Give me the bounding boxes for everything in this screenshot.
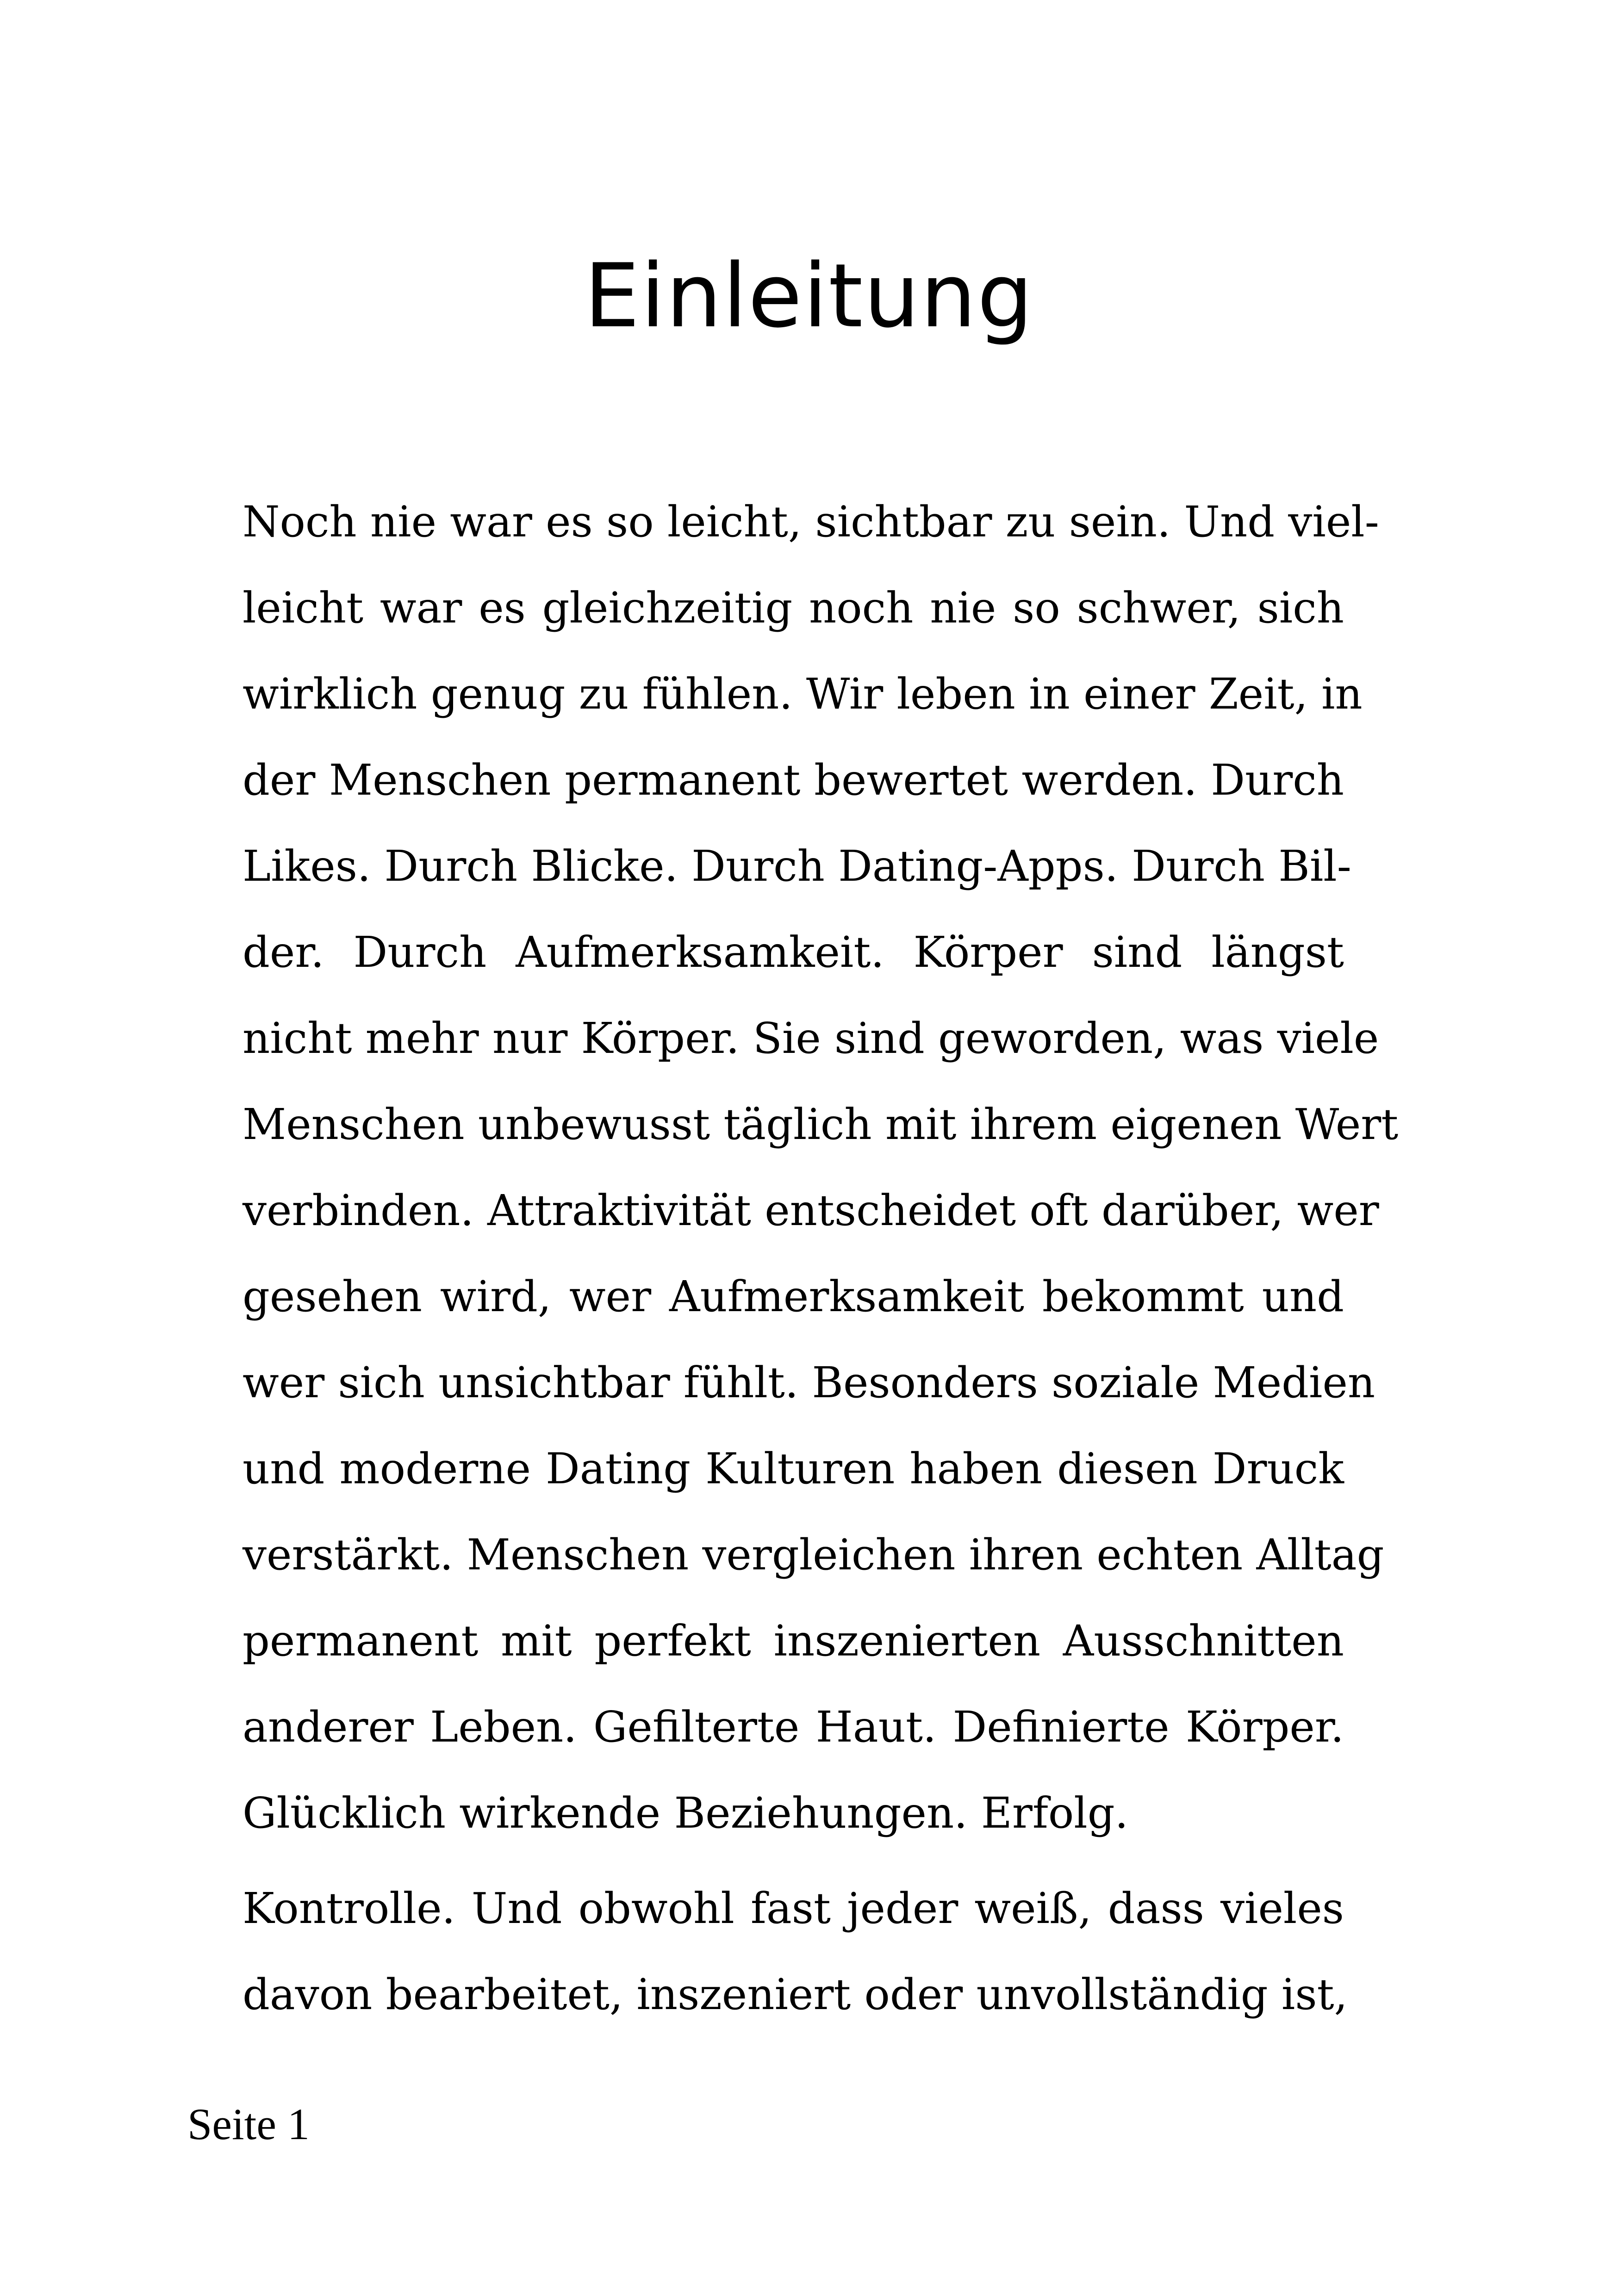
text-line: anderer Leben. Gefilterte Haut. Definierte Körper. xyxy=(243,1702,1344,1752)
text-line: und moderne Dating Kulturen haben diesen Druck xyxy=(243,1444,1344,1493)
text-line: der Menschen permanent bewertet werden. Durch xyxy=(243,755,1344,805)
text-line: permanent mit perfekt inszenierten Ausschnitten xyxy=(243,1616,1344,1666)
text-line: Kontrolle. Und obwohl fast jeder weiß, dass vieles xyxy=(243,1884,1344,1933)
page-number: Seite 1 xyxy=(187,2099,310,2149)
paragraph-2 xyxy=(243,1866,1348,2038)
text-line: Noch nie war es so leicht, sichtbar zu sein. Und viel- xyxy=(243,497,1379,547)
text-line: verbinden. Attraktivität entscheidet oft darüber, wer xyxy=(243,1186,1379,1235)
paragraph-gap xyxy=(243,1856,1344,1866)
text-line: wer sich unsichtbar fühlt. Besonders soziale Medien xyxy=(243,1358,1375,1407)
text-line: nicht mehr nur Körper. Sie sind geworden, was viele xyxy=(243,1014,1379,1063)
text-line: wirklich genug zu fühlen. Wir leben in einer Zeit, in xyxy=(243,669,1363,719)
text-line: leicht war es gleichzeitig noch nie so schwer, sich xyxy=(243,583,1344,633)
text-line: der. Durch Aufmerksamkeit. Körper sind längst xyxy=(243,927,1344,977)
text-line: gesehen wird, wer Aufmerksamkeit bekommt und xyxy=(243,1272,1344,1321)
text-line: verstärkt. Menschen vergleichen ihren echten Alltag xyxy=(243,1530,1384,1580)
text-line: Glücklich wirkende Beziehungen. Erfolg. xyxy=(243,1788,1128,1838)
text-line: Likes. Durch Blicke. Durch Dating-Apps. Durch Bil- xyxy=(243,841,1351,891)
text-line: Menschen unbewusst täglich mit ihrem eigenen Wert xyxy=(243,1100,1399,1149)
chapter-title: Einleitung xyxy=(584,245,1034,347)
paragraph-1 xyxy=(243,479,1399,1856)
text-line: davon bearbeitet, inszeniert oder unvollständig ist, xyxy=(243,1970,1348,2019)
body-text xyxy=(243,479,1399,2038)
